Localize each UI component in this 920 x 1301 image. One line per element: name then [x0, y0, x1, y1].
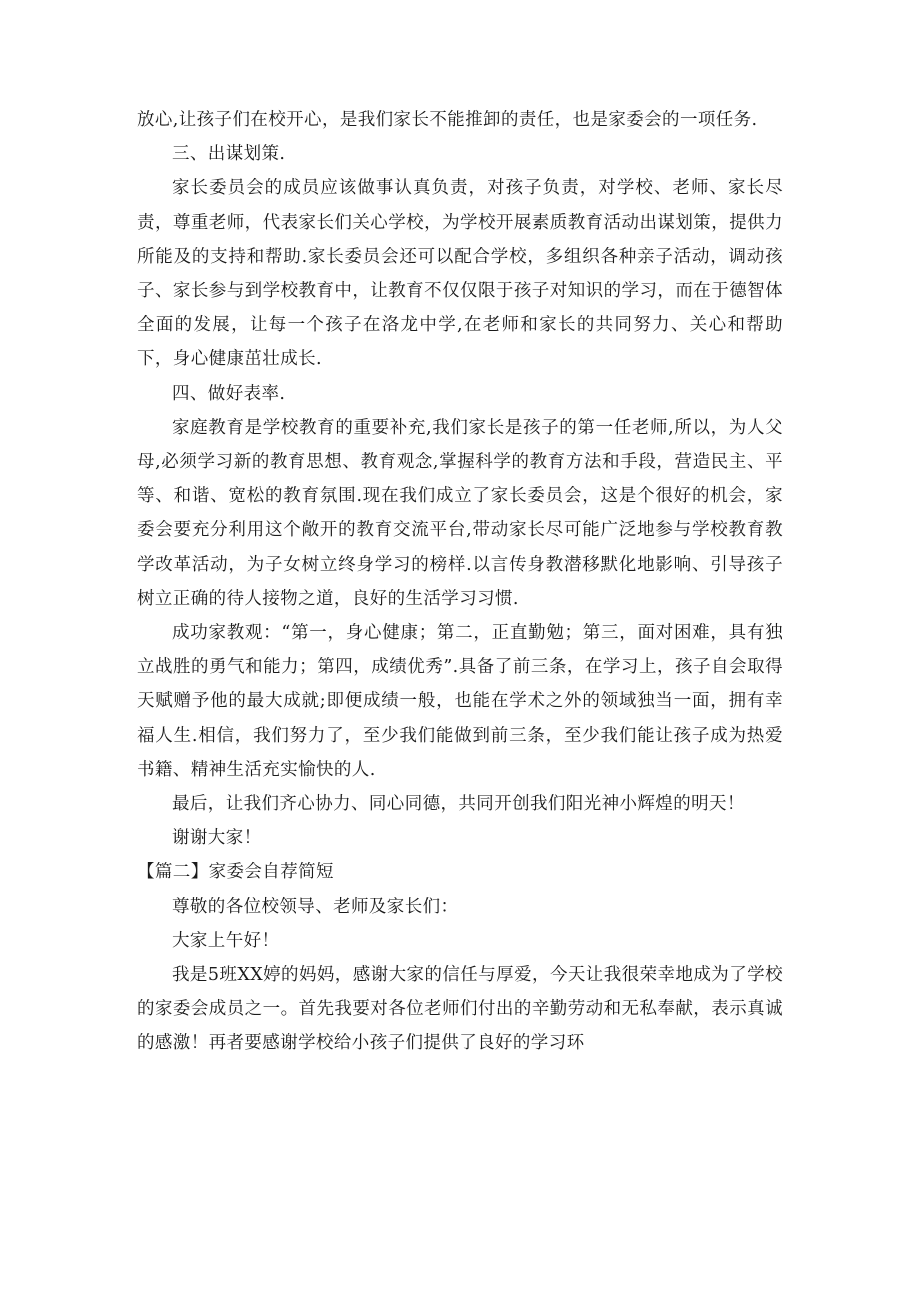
paragraph-continuation: 放心,让孩子们在校开心，是我们家长不能推卸的责任，也是家委会的一项任务.	[137, 110, 758, 130]
paragraph-body: 成功家教观：“第一，身心健康；第二，正直勤勉；第三，面对困难，具有独立战胜的勇气和能力；第四，成绩优秀”.具备了前三条，在学习上，孩子自会取得天赋赠予他的最大成就;即便成绩一般，也能在学术之外的领域独当一面，拥有幸福人生.相信，我们努力了，至少我们能做到前三条，至少我们能让孩子成为热爱书籍、精神生活充实愉快的人.	[137, 623, 783, 780]
paragraph-body: 家庭教育是学校教育的重要补充,我们家长是孩子的第一任老师,所以，为人父母,必须学习新的教育思想、教育观念,掌握科学的教育方法和手段，营造民主、平等、和谐、宽松的教育氛围.现在我们成立了家长委员会，这是个很好的机会，家委会要充分利用这个敞开的教育交流平台,带动家长尽可能广泛地参与学校教育教学改革活动，为子女树立终身学习的榜样.以言传身教潜移默化地影响、引导孩子树立正确的待人接物之道，良好的生活学习习惯.	[137, 417, 783, 609]
section-heading-four: 四、做好表率.	[172, 383, 286, 404]
document-page	[137, 103, 783, 1061]
paragraph-body: 我是5班XX婷的妈妈，感谢大家的信任与厚爱，今天让我很荣幸地成为了学校的家委会成员之一。首先我要对各位老师们付出的辛勤劳动和无私奉献，表示真诚的感激！再者要感谢学校给小孩子们提供了良好的学习环	[137, 965, 783, 1054]
paragraph-body: 最后，让我们齐心协力、同心同德，共同开创我们阳光神小辉煌的明天！	[172, 794, 745, 815]
paragraph-greeting: 大家上午好！	[172, 930, 280, 951]
paragraph-thanks: 谢谢大家！	[172, 828, 262, 849]
article-section-title: 【篇二】家委会自荐简短	[137, 862, 334, 883]
section-heading-three: 三、出谋划策.	[172, 144, 286, 165]
paragraph-salutation: 尊敬的各位校领导、老师及家长们：	[172, 896, 459, 917]
paragraph-body: 家长委员会的成员应该做事认真负责，对孩子负责，对学校、老师、家长尽责，尊重老师，代表家长们关心学校，为学校开展素质教育活动出谋划策，提供力所能及的支持和帮助.家长委员会还可以配合学校，多组织各种亲子活动，调动孩子、家长参与到学校教育中，让教育不仅仅限于孩子对知识的学习，而在于德智体全面的发展，让每一个孩子在洛龙中学,在老师和家长的共同努力、关心和帮助下，身心健康茁壮成长.	[137, 178, 783, 370]
